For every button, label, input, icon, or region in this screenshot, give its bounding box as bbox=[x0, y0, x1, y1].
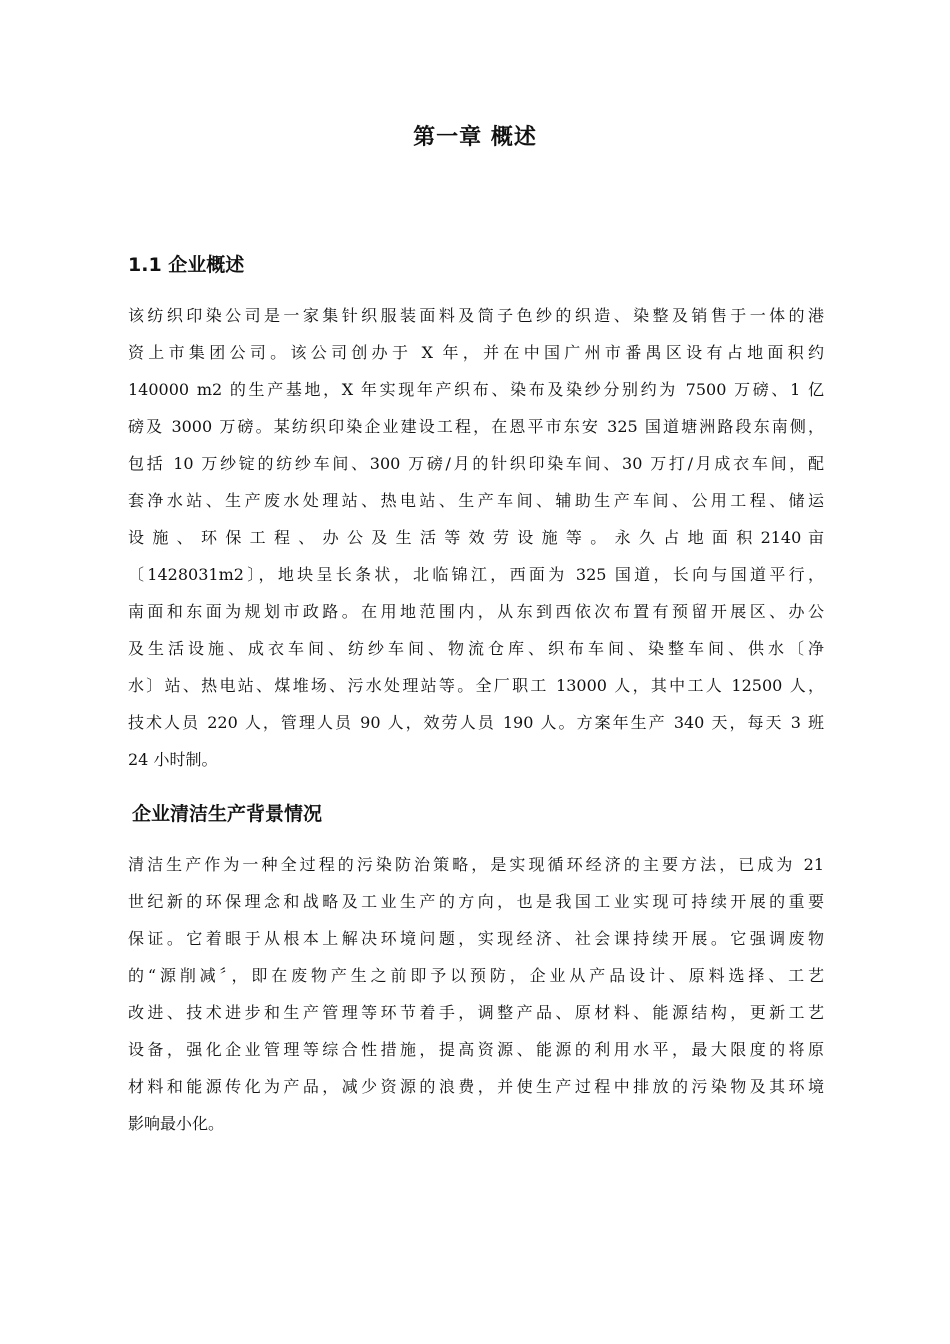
text-line: 设备，强化企业管理等综合性措施，提高资源、能源的利用水平，最大限度的将原 bbox=[128, 1040, 824, 1059]
text-line: 24 小时制。 bbox=[128, 750, 218, 769]
text-line: 南面和东面为规划市政路。在用地范围内，从东到西依次布置有预留开展区、办公 bbox=[128, 602, 824, 621]
text-line: 磅及 3000 万磅。某纺织印染企业建设工程，在恩平市东安 325 国道塘洲路段东南侧， bbox=[128, 417, 824, 436]
paragraph-enterprise-overview bbox=[128, 297, 824, 778]
text-line: 影响最小化。 bbox=[128, 1114, 225, 1133]
text-line: 材料和能源传化为产品，减少资源的浪费，并使生产过程中排放的污染物及其环境 bbox=[128, 1077, 824, 1096]
text-line: 世纪新的环保理念和战略及工业生产的方向，也是我国工业实现可持续开展的重要 bbox=[128, 892, 824, 911]
paragraph-cleaner-production-background bbox=[128, 846, 824, 1142]
text-line: 设 施 、 环 保 工 程 、 办 公 及 生 活 等 效 劳 设 施 等 。 永 久 占 地 面 积 2140 亩 bbox=[128, 528, 824, 547]
text-line: 资上市集团公司。该公司创办于 X 年，并在中国广州市番禺区设有占地面积约 bbox=[128, 343, 824, 362]
text-line: 套净水站、生产废水处理站、热电站、生产车间、辅助生产车间、公用工程、储运 bbox=[128, 491, 824, 510]
section-title-cleaner-production-background: 企业清洁生产背景情况 bbox=[132, 803, 323, 825]
text-line: 该纺织印染公司是一家集针织服装面料及筒子色纱的织造、染整及销售于一体的港 bbox=[128, 306, 824, 325]
text-line: 的“源削减〞，即在废物产生之前即予以预防，企业从产品设计、原料选择、工艺 bbox=[128, 966, 824, 985]
section-title-enterprise-overview: 1.1 企业概述 bbox=[128, 254, 245, 276]
text-line: 及生活设施、成衣车间、纺纱车间、物流仓库、织布车间、染整车间、供水〔净 bbox=[128, 639, 824, 658]
text-line: 技术人员 220 人，管理人员 90 人，效劳人员 190 人。方案年生产 340 天，每天 3 班 bbox=[128, 713, 824, 732]
text-line: 〔1428031m2〕，地块呈长条状，北临锦江，西面为 325 国道，长向与国道平行， bbox=[128, 565, 824, 584]
text-line: 包括 10 万纱锭的纺纱车间、300 万磅/月的针织印染车间、30 万打/月成衣车间，配 bbox=[128, 454, 824, 473]
chapter-title: 第一章 概述 bbox=[413, 125, 537, 150]
text-line: 水〕站、热电站、煤堆场、污水处理站等。全厂职工 13000 人，其中工人 12500 人， bbox=[128, 676, 824, 695]
text-line: 140000 m2 的生产基地，X 年实现年产织布、染布及染纱分别约为 7500 万磅、1 亿 bbox=[128, 380, 824, 399]
text-line: 保证。它着眼于从根本上解决环境问题，实现经济、社会课持续开展。它强调废物 bbox=[128, 929, 824, 948]
text-line: 改进、技术进步和生产管理等环节着手，调整产品、原材料、能源结构，更新工艺 bbox=[128, 1003, 824, 1022]
text-line: 清洁生产作为一种全过程的污染防治策略，是实现循环经济的主要方法，已成为 21 bbox=[128, 855, 824, 874]
